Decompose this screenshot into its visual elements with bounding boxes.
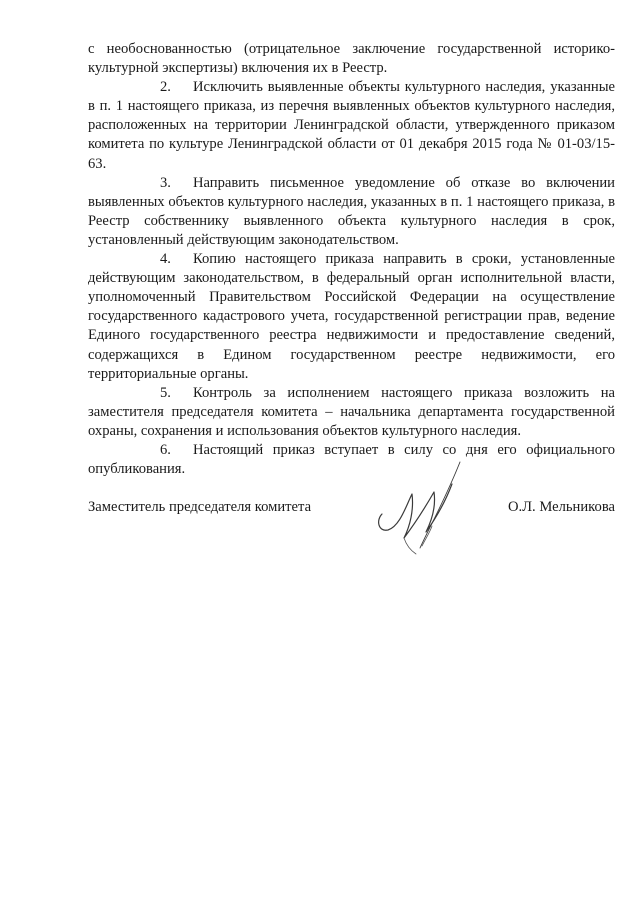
item-text: Настоящий приказ вступает в силу со дня его официального опубликования. [88, 441, 615, 478]
list-item [88, 78, 615, 173]
item-number: 2. [160, 79, 171, 96]
signatory-title: Заместитель председателя комитета [88, 499, 312, 515]
item-text: Копию настоящего приказа направить в сроки, установленные действующим законодательством, в федеральный орган исполнительной власти, уполномоченный Правительством Российской Федерации на осуществление государственного кадастрового учета, государственной регистрации прав, ведение Единого государственного реестра недвижимости и предоставление сведений, содержащихся в Едином государственном реестре недвижимости, его территориальные органы. [88, 251, 615, 382]
item-text: Контроль за исполнением настоящего приказа возложить на заместителя председателя комитета – начальника департамента государственной охраны, сохранения и использования объектов культурного наследия. [88, 384, 615, 439]
item-number: 5. [160, 384, 171, 401]
signature-block [88, 499, 615, 523]
item-number: 4. [160, 251, 171, 268]
item-number: 3. [160, 174, 171, 191]
document-body [88, 40, 615, 479]
list-item [88, 441, 615, 479]
signatory-name: О.Л. Мельникова [507, 499, 615, 515]
item-number: 6. [160, 441, 171, 458]
intro-paragraph: с необоснованностью (отрицательное заключение государственной историко-культурной экспертизы) включения их в Реестр. [88, 41, 615, 77]
list-item [88, 250, 615, 384]
list-item [88, 174, 615, 250]
list-item [88, 384, 615, 441]
item-text: Исключить выявленные объекты культурного наследия, указанные в п. 1 настоящего приказа, из перечня выявленных объектов культурного наследия, расположенных на территории Ленинградской области, утвержденного приказом комитета по культуре Ленинградской области от 01 декабря 2015 года № 01-03/15-63. [88, 79, 615, 172]
item-text: Направить письменное уведомление об отказе во включении выявленных объектов культурного наследия, указанных в п. 1 настоящего приказа, в Реестр собственнику выявленного объекта культурного наследия в срок, установленный действующим законодательством. [88, 174, 615, 248]
